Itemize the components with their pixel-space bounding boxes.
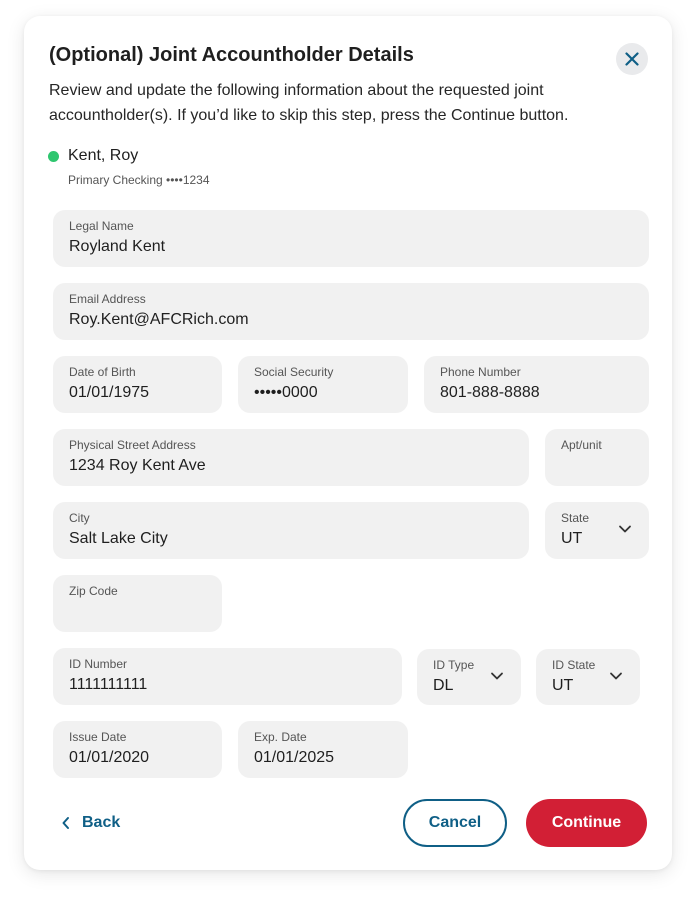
legal-name-label: Legal Name [69,219,134,233]
city-field[interactable] [53,502,529,559]
email-value: Roy.Kent@AFCRich.com [69,311,249,328]
status-dot-icon [48,151,59,162]
social-security-value: •••••0000 [254,384,318,401]
id-number-value: 1111111111 [69,676,148,693]
account-subtitle: Primary Checking ••••1234 [68,173,210,187]
email-label: Email Address [69,292,146,306]
city-label: City [69,511,90,525]
id-state-select[interactable] [536,649,640,705]
exp-date-value: 01/01/2025 [254,749,335,766]
social-security-field[interactable] [238,356,408,413]
zip-code-label: Zip Code [69,584,118,598]
zip-code-field[interactable] [53,575,222,632]
modal-title: (Optional) Joint Accountholder Details [49,44,414,66]
back-button[interactable] [61,810,120,836]
issue-date-field[interactable] [53,721,222,778]
street-address-value: 1234 Roy Kent Ave [69,457,206,474]
chevron-down-icon [490,671,504,681]
modal-description: Review and update the following information about the requested joint accountholder(s). If you’d like to skip this step, press the Continue button. [49,82,569,124]
issue-date-label: Issue Date [69,730,127,744]
exp-date-field[interactable] [238,721,408,778]
chevron-down-icon [618,524,632,534]
close-icon [625,52,639,66]
joint-accountholder-modal [24,16,672,870]
phone-number-value: 801-888-8888 [440,384,540,401]
id-type-select[interactable] [417,649,521,705]
id-type-label: ID Type [433,658,475,672]
legal-name-value: Royland Kent [69,238,166,255]
account-holder-name: Kent, Roy [68,147,139,164]
street-address-label: Physical Street Address [69,438,196,452]
city-value: Salt Lake City [69,530,168,547]
close-button[interactable] [616,43,648,75]
email-field[interactable] [53,283,649,340]
legal-name-field[interactable] [53,210,649,267]
state-value: UT [561,530,583,547]
apt-unit-label: Apt/unit [561,438,602,452]
apt-unit-field[interactable] [545,429,649,486]
continue-button[interactable]: Continue [526,799,647,847]
street-address-field[interactable] [53,429,529,486]
date-of-birth-value: 01/01/1975 [69,384,150,401]
back-label: Back [82,814,121,831]
id-state-label: ID State [552,658,596,672]
issue-date-value: 01/01/2020 [69,749,150,766]
phone-number-field[interactable] [424,356,649,413]
id-type-value: DL [433,677,454,694]
chevron-left-icon [61,816,70,830]
cancel-button[interactable]: Cancel [403,799,507,847]
id-number-label: ID Number [69,657,128,671]
chevron-down-icon [609,671,623,681]
social-security-label: Social Security [254,365,334,379]
phone-number-label: Phone Number [440,365,521,379]
id-state-value: UT [552,677,574,694]
state-select[interactable] [545,502,649,559]
date-of-birth-field[interactable] [53,356,222,413]
id-number-field[interactable] [53,648,402,705]
exp-date-label: Exp. Date [254,730,307,744]
state-label: State [561,511,590,525]
date-of-birth-label: Date of Birth [69,365,136,379]
